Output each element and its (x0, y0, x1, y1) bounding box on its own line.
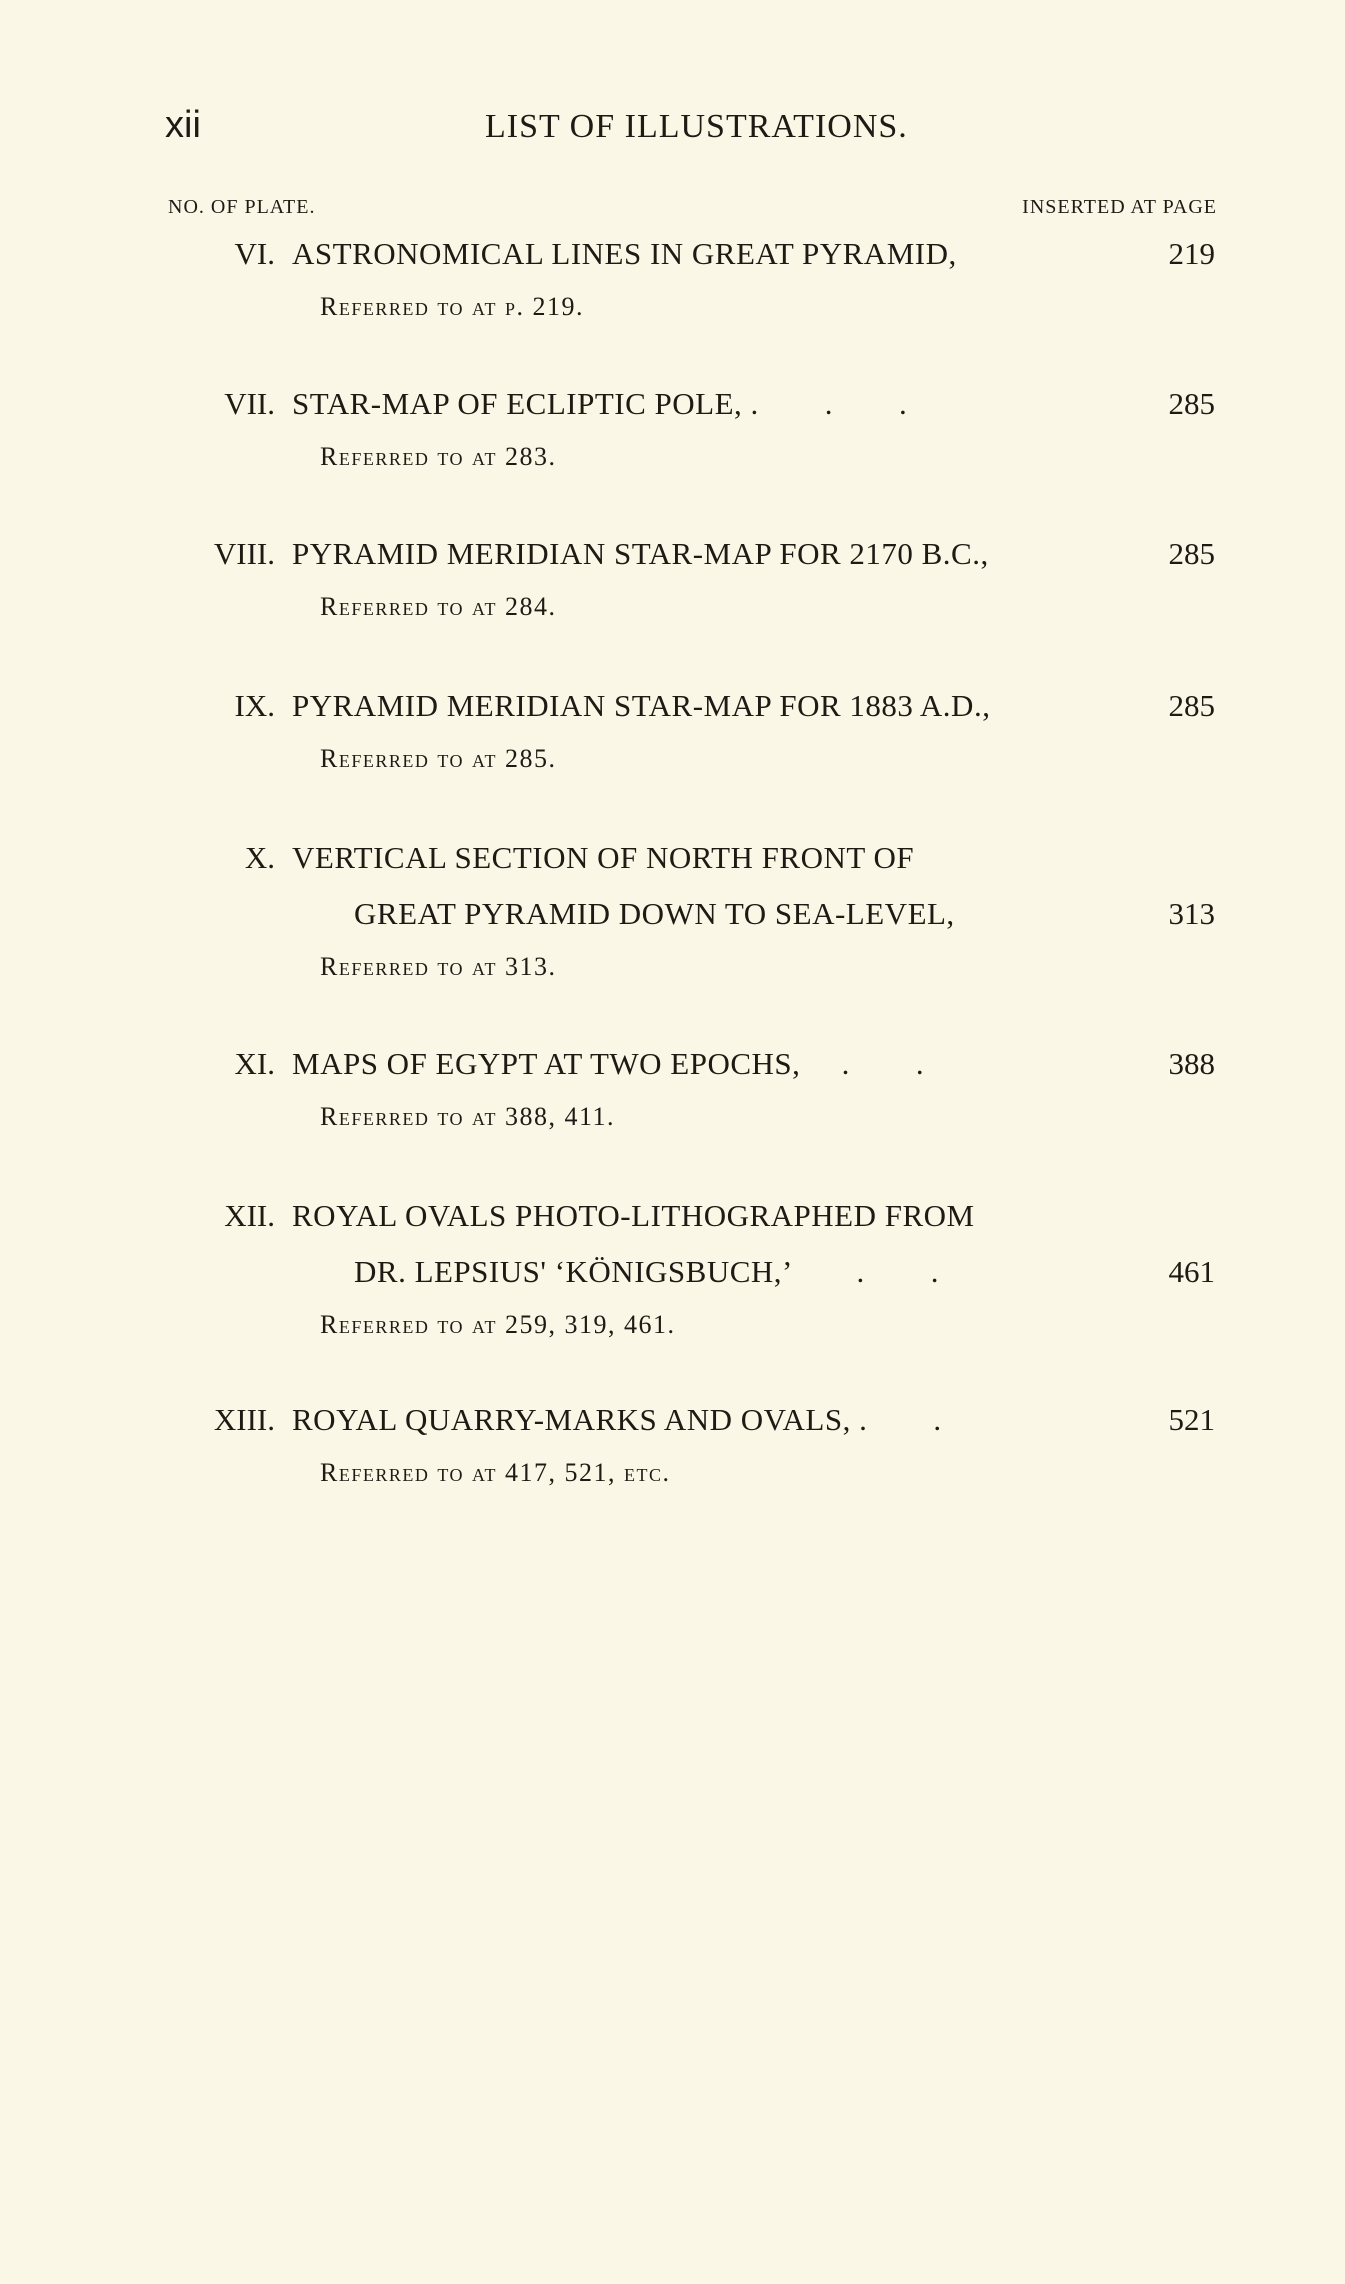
plate-number: XIII. (213, 1402, 275, 1437)
plate-number: XII. (224, 1198, 275, 1233)
reference-text: Referred to at 417, 521, etc. (320, 1458, 671, 1487)
plate-number: VII. (224, 386, 275, 421)
plate-title: VERTICAL SECTION OF NORTH FRONT OF (292, 840, 915, 875)
inserted-page: 219 (1168, 236, 1215, 271)
entry-reference (0, 1298, 1345, 1356)
inserted-page: 285 (1168, 386, 1215, 421)
list-item (0, 378, 1345, 488)
reference-text: Referred to at 285. (320, 744, 557, 773)
entry-reference (0, 1446, 1345, 1504)
plate-number: IX. (234, 688, 275, 723)
list-item (0, 680, 1345, 790)
plate-title-continued: GREAT PYRAMID DOWN TO SEA-LEVEL, (354, 896, 955, 931)
entry-title-line (0, 1038, 1345, 1090)
entry-title-line (0, 1394, 1345, 1446)
entry-title-continuation (0, 1246, 1345, 1298)
page-header (165, 104, 1205, 164)
list-item (0, 1394, 1345, 1504)
reference-text: Referred to at 284. (320, 592, 557, 621)
reference-text: Referred to at 259, 319, 461. (320, 1310, 676, 1339)
list-item (0, 832, 1345, 998)
plate-number: VI. (234, 236, 275, 271)
plate-title: STAR-MAP OF ECLIPTIC POLE, . . . (292, 386, 908, 421)
plate-title: MAPS OF EGYPT AT TWO EPOCHS, . . (292, 1046, 925, 1081)
column-heading-page: INSERTED AT PAGE (1022, 196, 1217, 218)
plate-title: ROYAL OVALS PHOTO-LITHOGRAPHED FROM (292, 1198, 975, 1233)
plate-number: XI. (234, 1046, 275, 1081)
plate-title-continued: DR. LEPSIUS' ‘KÖNIGSBUCH,’ . . (354, 1254, 940, 1289)
list-item (0, 228, 1345, 338)
entry-reference (0, 1090, 1345, 1148)
entry-reference (0, 430, 1345, 488)
entry-title-line (0, 528, 1345, 580)
list-item (0, 528, 1345, 638)
entry-reference (0, 580, 1345, 638)
page-number: xii (165, 104, 201, 146)
plate-title: PYRAMID MERIDIAN STAR-MAP FOR 1883 A.D., (292, 688, 991, 723)
entry-title-line (0, 378, 1345, 430)
entry-title-line (0, 832, 1345, 888)
inserted-page: 285 (1168, 688, 1215, 723)
reference-text: Referred to at p. 219. (320, 292, 585, 321)
entry-title-line (0, 680, 1345, 732)
reference-text: Referred to at 283. (320, 442, 557, 471)
running-title: LIST OF ILLUSTRATIONS. (485, 108, 908, 145)
list-item (0, 1038, 1345, 1148)
reference-text: Referred to at 313. (320, 952, 557, 981)
entry-reference (0, 280, 1345, 338)
entry-reference (0, 732, 1345, 790)
inserted-page: 521 (1168, 1402, 1215, 1437)
entry-title-line (0, 1190, 1345, 1246)
entry-title-line (0, 228, 1345, 280)
inserted-page: 388 (1168, 1046, 1215, 1081)
plate-title: PYRAMID MERIDIAN STAR-MAP FOR 2170 B.C., (292, 536, 989, 571)
reference-text: Referred to at 388, 411. (320, 1102, 616, 1131)
plate-title: ROYAL QUARRY-MARKS AND OVALS, . . (292, 1402, 942, 1437)
inserted-page: 461 (1168, 1254, 1215, 1289)
plate-number: VIII. (213, 536, 275, 571)
inserted-page: 313 (1168, 896, 1215, 931)
column-heading-plate-number: NO. OF PLATE. (168, 196, 316, 218)
plate-title: ASTRONOMICAL LINES IN GREAT PYRAMID, (292, 236, 957, 271)
list-item (0, 1190, 1345, 1356)
plate-number: X. (244, 840, 275, 875)
entry-title-continuation (0, 888, 1345, 940)
entry-reference (0, 940, 1345, 998)
inserted-page: 285 (1168, 536, 1215, 571)
